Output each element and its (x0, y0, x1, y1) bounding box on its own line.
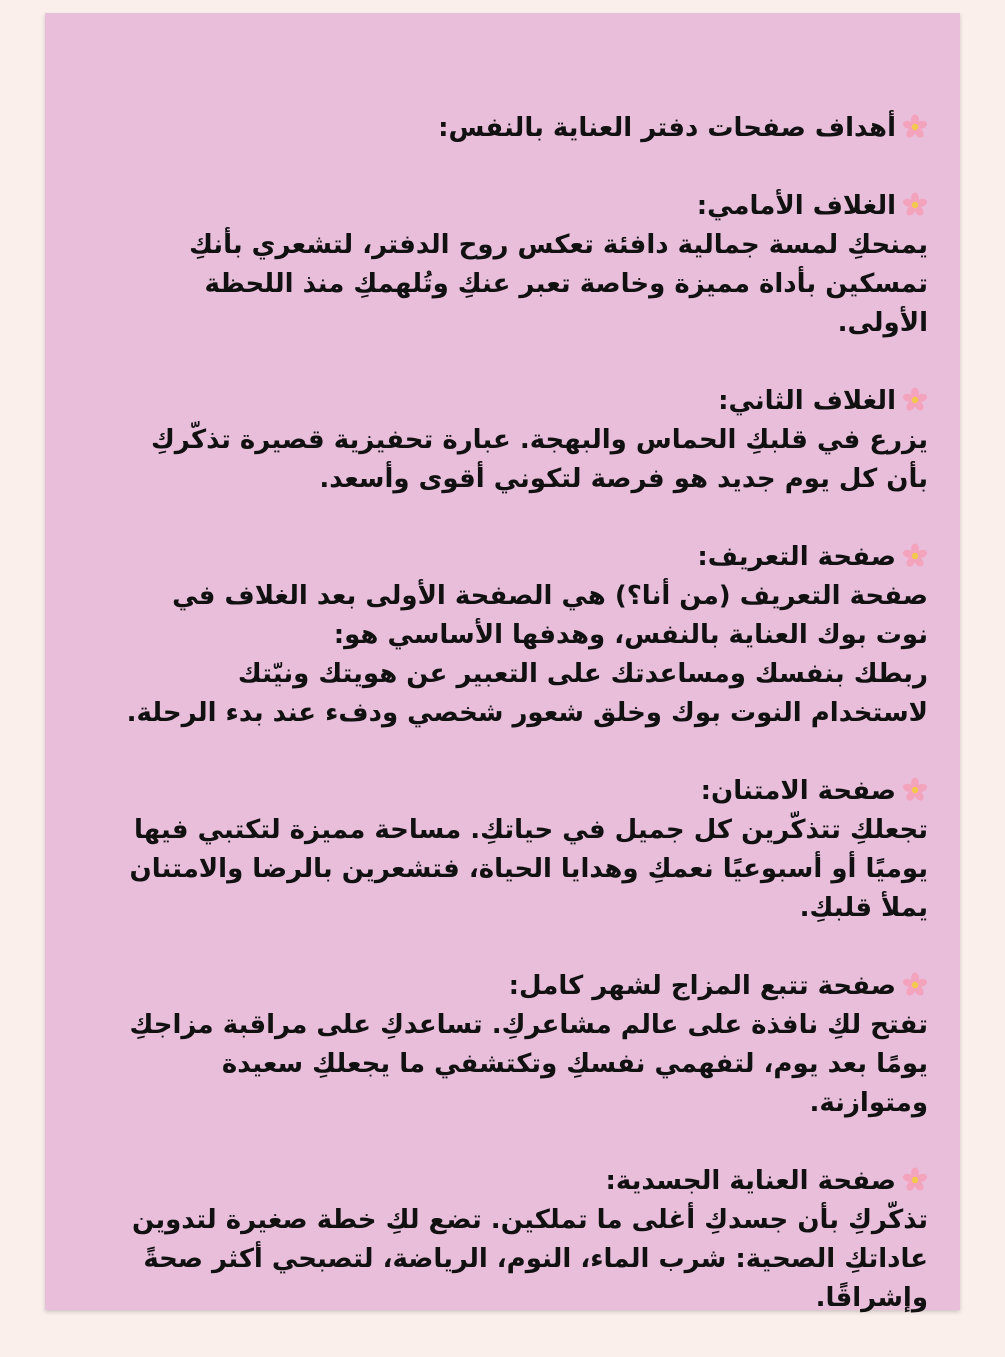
section-title-text: الغلاف الثاني: (718, 386, 896, 416)
section-front-cover (117, 187, 928, 343)
flower-icon (902, 114, 928, 140)
flower-icon (902, 777, 928, 803)
section-title-text: صفحة تتبع المزاج لشهر كامل: (508, 971, 896, 1001)
flower-icon (902, 543, 928, 569)
main-title-text: أهداف صفحات دفتر العناية بالنفس: (438, 113, 896, 143)
section-paragraph: تذكّركِ بأن جسدكِ أغلى ما تملكين. تضع لكِ خطة صغيرة لتدوين عاداتكِ الصحية: شرب الماء، النوم، الرياضة، لتصبحي أكثر صحةً وإشراقًا. (131, 1205, 928, 1313)
section-title (117, 187, 928, 226)
section-mood-tracker-page (117, 967, 928, 1123)
section-title (117, 772, 928, 811)
section-paragraph: تفتح لكِ نافذة على عالم مشاعركِ. تساعدكِ على مراقبة مزاجكِ يومًا بعد يوم، لتفهمي نفسكِ وتكتشفي ما يجعلكِ سعيدة ومتوازنة. (129, 1010, 928, 1118)
flower-icon (902, 1167, 928, 1193)
section-title (117, 967, 928, 1006)
main-title (117, 109, 928, 148)
section-paragraph: يزرع في قلبكِ الحماس والبهجة. عبارة تحفيزية قصيرة تذكّركِ بأن كل يوم جديد هو فرصة لتكوني أقوى وأسعد. (150, 425, 928, 494)
document-page (45, 13, 960, 1313)
section-title (117, 382, 928, 421)
section-title-text: صفحة الامتنان: (700, 776, 896, 806)
section-title (117, 1162, 928, 1201)
flower-icon (902, 387, 928, 413)
section-title (117, 538, 928, 577)
section-gratitude-page (117, 772, 928, 928)
flower-icon (902, 972, 928, 998)
section-title-text: صفحة العناية الجسدية: (605, 1166, 896, 1196)
section-title-text: الغلاف الأمامي: (696, 191, 896, 221)
section-second-cover (117, 382, 928, 499)
section-title-text: صفحة التعريف: (697, 542, 896, 572)
document-content (117, 109, 928, 1357)
section-physical-care-page (117, 1162, 928, 1318)
section-paragraph: يمنحكِ لمسة جمالية دافئة تعكس روح الدفتر، لتشعري بأنكِ تمسكين بأداة مميزة وخاصة تعبر عنكِ وتُلهمكِ منذ اللحظة الأولى. (189, 230, 928, 338)
section-paragraph: ربطك بنفسك ومساعدتك على التعبير عن هويتك ونيّتك لاستخدام النوت بوك وخلق شعور شخصي ودفء عند بدء الرحلة. (126, 659, 928, 728)
section-paragraph: تجعلكِ تتذكّرين كل جميل في حياتكِ. مساحة مميزة لتكتبي فيها يوميًا أو أسبوعيًا نعمكِ وهدايا الحياة، فتشعرين بالرضا والامتنان يملأ قلبكِ. (129, 815, 928, 923)
section-identity-page (117, 538, 928, 733)
flower-icon (902, 192, 928, 218)
section-paragraph: صفحة التعريف (من أنا؟) هي الصفحة الأولى بعد الغلاف في نوت بوك العناية بالنفس، وهدفها الأساسي هو: (172, 581, 928, 650)
